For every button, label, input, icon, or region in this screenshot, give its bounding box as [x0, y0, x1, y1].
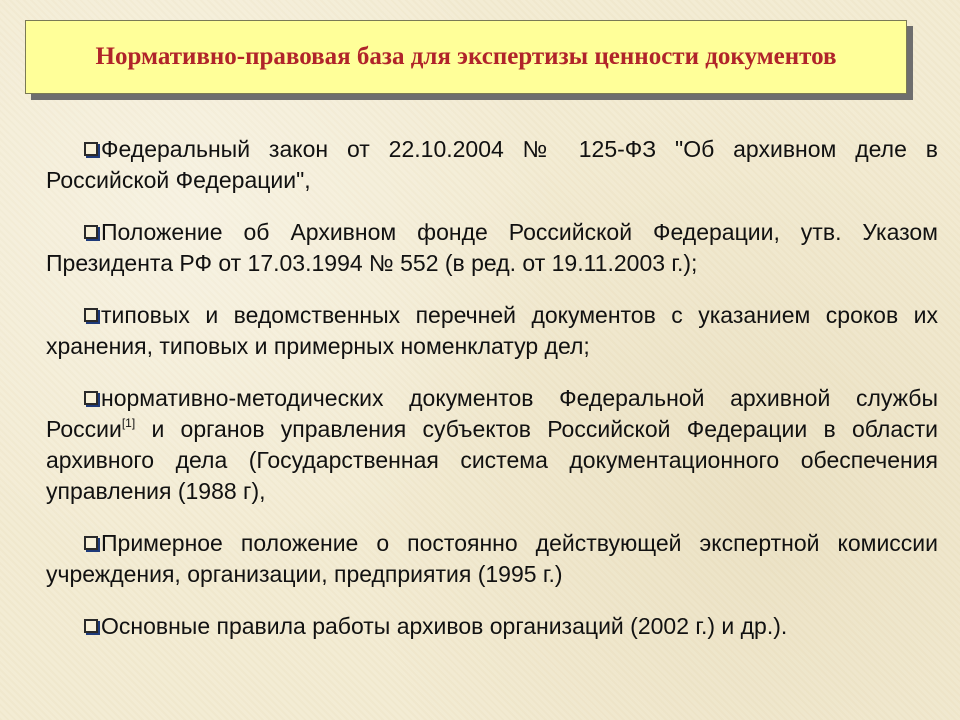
list-item [46, 383, 938, 507]
square-bullet-icon [84, 391, 98, 405]
list-item-text: Примерное положение о постоянно действующей экспертной комиссии учреждения, организации, предприятия (1995 г.) [46, 530, 938, 587]
title-box [25, 20, 907, 94]
footnote-reference[interactable]: [1] [121, 416, 136, 430]
list-item-text: Основные правила работы архивов организаций (2002 г.) и др.). [101, 613, 788, 639]
list-item-text: типовых и ведомственных перечней документов с указанием сроков их хранения, типовых и примерных номенклатур дел; [46, 302, 938, 359]
list-item-text: нормативно-методических документов Федеральной архивной службы России [46, 385, 938, 442]
list-item [46, 528, 938, 590]
list-item-text: Федеральный закон от 22.10.2004 № 125-ФЗ "Об архивном деле в Российской Федерации", [46, 136, 938, 193]
square-bullet-icon [84, 142, 98, 156]
content-list [46, 134, 938, 663]
square-bullet-icon [84, 536, 98, 550]
list-item [46, 134, 938, 196]
list-item [46, 217, 938, 279]
list-item [46, 611, 938, 642]
list-item-text-continued: и органов управления субъектов Российской Федерации в области архивного дела (Государственная система документационного обеспечения управления (1988 г), [46, 416, 938, 504]
list-item-text: Положение об Архивном фонде Российской Федерации, утв. Указом Президента РФ от 17.03.1994 № 552 (в ред. от 19.11.2003 г.); [46, 219, 938, 276]
square-bullet-icon [84, 308, 98, 322]
square-bullet-icon [84, 619, 98, 633]
square-bullet-icon [84, 225, 98, 239]
list-item [46, 300, 938, 362]
slide-title: Нормативно-правовая база для экспертизы ценности документов [95, 43, 837, 70]
